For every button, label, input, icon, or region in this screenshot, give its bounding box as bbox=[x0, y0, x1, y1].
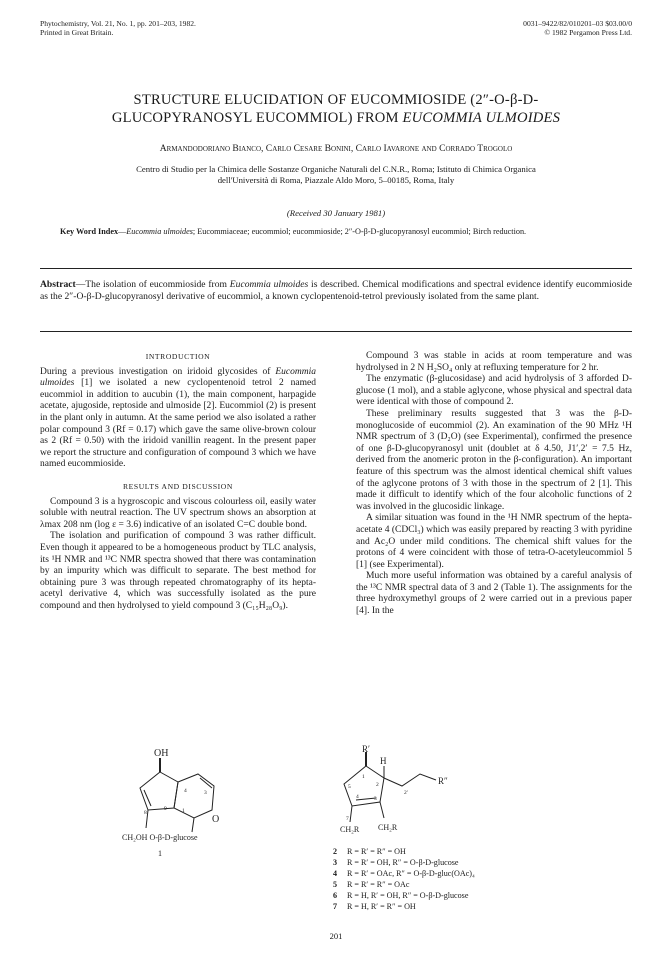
structure-1-label: 1 bbox=[158, 849, 162, 858]
results-paragraph-4: The enzymatic (β-glucosidase) and acid hydrolysis of 3 afforded D-glucose (1 mol), and a stable aglycone, whose physical and spectral data were identical with those of compound 2. bbox=[356, 374, 632, 408]
spacer bbox=[40, 471, 316, 481]
key-word-list: ; Eucommiaceae; eucommiol; eucommioside; 2″-O-β-D-glucopyranosyl eucommiol; Birch reduction. bbox=[192, 227, 527, 236]
copyright-header bbox=[523, 19, 632, 37]
side-chain bbox=[384, 774, 436, 786]
key-word-index bbox=[60, 227, 612, 238]
compound-number: 7 bbox=[333, 902, 338, 911]
r-prime-label: R′ bbox=[362, 744, 370, 754]
copyright: © 1982 Pergamon Press Ltd. bbox=[544, 28, 632, 37]
double-bond bbox=[144, 790, 151, 806]
right-column bbox=[356, 351, 632, 618]
ch2r-left: CH₂R bbox=[340, 825, 360, 834]
abstract bbox=[40, 279, 632, 303]
compound-substituents: R = R′ = R″ = OH bbox=[347, 847, 406, 856]
cyclopentene-ring bbox=[140, 772, 178, 810]
abstract-text-2: is described. Chemical modifications and spectral evidence identify eucommioside as the 2″-O-β-D-glucopyranosyl derivative of eucommiol, a known cyclopentenoid-tetrol previously isolated from the same plant. bbox=[40, 279, 632, 303]
atom-3: 3 bbox=[204, 790, 207, 796]
compound-number: 4 bbox=[333, 869, 338, 878]
ch2r-right: CH₂R bbox=[378, 823, 398, 832]
compound-substituents: R = H, R′ = R″ = OH bbox=[347, 902, 416, 911]
compound-row bbox=[333, 868, 475, 879]
atom-3-s2: 3 bbox=[374, 796, 377, 802]
abstract-species: Eucommia ulmoides bbox=[229, 279, 309, 290]
atom-2prime-s2: 2′ bbox=[404, 790, 408, 796]
affiliation bbox=[66, 164, 606, 186]
compound-number: 6 bbox=[333, 891, 338, 900]
affiliation-line-2: dell'Università di Roma, Piazzale Aldo Moro, 5–00185, Roma, Italy bbox=[217, 175, 455, 185]
r-double-prime-label: R″ bbox=[438, 776, 448, 786]
compound-substituents: R = R′ = R″ = OAc bbox=[347, 880, 410, 889]
compound-number: 2 bbox=[333, 847, 338, 856]
ch2r-right-bond bbox=[380, 802, 384, 818]
compound-row bbox=[333, 857, 475, 868]
intro-text-b: [1] we isolated a new cyclopentenoid tetrol 2 named eucommiol in addition to aucubin (1), the main component, harpagide acetate, ajugoside, reptoside and ulmoside [2]. Eucommiol (2) is present in the plant only in autumn. At the same period we also isolated a rather polar compound 3 (Rf = 0.17) which gave the same olive-brown colour as 2 (Rf = 0.50) with the iridoid vanillin reagent. In the present paper we report the structure and configuration of compound 3 which we have named eucommioside. bbox=[40, 378, 316, 470]
atom-5-s2: 5 bbox=[348, 784, 351, 790]
results-paragraph-5: These preliminary results suggested that 3 was the β-D-monoglucoside of eucommiol (2). An examination of the 90 MHz ¹H NMR spectrum of 3 (D₂O) (see Experimental), confirmed the presence of one β-D-glucopyranosyl unit (doublet at δ 4.50, J1′,2′ = 7.5 Hz, derived from the anomeric proton in the β-configuration). An important feature of this spectrum was the almost identical chemical shift values of the aglycone protons of 3 with those in the spectrum of 2 [1]. This made it difficult to identify which of the four alcoholic functions of 2 was involved in the glucosidic linkage. bbox=[356, 408, 632, 512]
compound-substituents: R = H, R′ = OH, R″ = O-β-D-glucose bbox=[347, 891, 469, 900]
results-heading: RESULTS AND DISCUSSION bbox=[123, 481, 233, 491]
left-column bbox=[40, 351, 316, 612]
printed-in: Printed in Great Britain. bbox=[40, 28, 114, 37]
paper-title bbox=[36, 91, 636, 127]
received-date: (Received 30 January 1981) bbox=[286, 208, 386, 218]
double-bond-2 bbox=[356, 798, 376, 800]
results-paragraph-1: Compound 3 is a hygroscopic and viscous colourless oil, easily water soluble with neutral reaction. The UV spectrum shows an absorption at λmax 208 nm (log ε = 3.6) indicative of an isolated C=C double bond. bbox=[40, 496, 316, 530]
results-paragraph-2: The isolation and purification of compound 3 was rather difficult. Even though it appeared to be a homogeneous product by TLC analysis, its ¹H NMR and ¹³C NMR spectra showed that there was contamination by an impurity which was difficult to separate. The best method for obtaining pure 3 was through repeated chromatography of its hepta-acetyl derivative 4, which was successfully isolated as the pure compound and then hydrolysed to yield compound 3 (C₁₅H₂₈O₉). bbox=[40, 531, 316, 611]
key-word-label: Key Word Index bbox=[60, 227, 119, 236]
title-line-2 bbox=[36, 109, 636, 127]
compound-row bbox=[333, 846, 475, 857]
title-line-1: STRUCTURE ELUCIDATION OF EUCOMMIOSIDE (2″-O-β-D- bbox=[133, 92, 539, 108]
results-paragraph-6: A similar situation was found in the ¹H NMR spectrum of the hepta-acetate 4 (CDCl₃) which was easily prepared by reacting 3 with pyridine and Ac₂O under mild conditions. The chemical shift values for the protons of 4 were coincident with those of tetra-O-acetyleucommiol 5 [1] (see Experimental). bbox=[356, 513, 632, 570]
journal-citation: Phytochemistry, Vol. 21, No. 1, pp. 201–203, 1982. bbox=[40, 19, 196, 28]
introduction-heading: INTRODUCTION bbox=[145, 352, 211, 361]
introduction-paragraph bbox=[40, 367, 316, 471]
compound-list bbox=[333, 846, 475, 912]
title-line-2-plain: GLUCOPYRANOSYL EUCOMMIOL) FROM bbox=[111, 110, 403, 126]
affiliation-line-1: Centro di Studio per la Chimica delle Sostanze Organiche Naturali del C.N.R., Roma; Istituto di Chimica Organica bbox=[136, 164, 536, 174]
pyran-ring bbox=[174, 774, 214, 818]
ch2r-left-bond bbox=[350, 806, 352, 822]
page-number: 201 bbox=[329, 931, 343, 941]
key-word-species: Eucommia ulmoides bbox=[126, 227, 193, 236]
authors: Armandodoriano Bianco, Carlo Cesare Bonini, Carlo Iavarone and Corrado Trogolo bbox=[159, 143, 513, 154]
results-paragraph-7: Much more useful information was obtained by a careful analysis of the ¹³C NMR spectral data of 3 and 2 (Table 1). The assignments for the three hydroxymethyl groups of 2 were carried out in a previous paper [4]. In the bbox=[356, 571, 632, 617]
intro-text-a: During a previous investigation on iridoid glycosides of bbox=[40, 366, 276, 377]
results-paragraph-3: Compound 3 was stable in acids at room temperature and was hydrolysed in 2 N H₂SO₄ only at refluxing temperature for 2 hr. bbox=[356, 351, 632, 373]
atom-2-s2: 2 bbox=[376, 782, 379, 788]
atom-8: 8 bbox=[144, 810, 147, 816]
intro-species: Eucommia ulmoides bbox=[40, 366, 316, 389]
structure-1-diagram bbox=[100, 748, 280, 858]
oh-label: OH bbox=[154, 748, 169, 759]
article-code: 0031–9422/82/010201–03 $03.00/0 bbox=[523, 19, 632, 28]
compound-substituents: R = R′ = OAc, R″ = O-β-D-gluc(OAc)₄ bbox=[347, 869, 475, 878]
compound-row bbox=[333, 901, 475, 912]
key-word-dash: — bbox=[118, 227, 127, 236]
atom-4-s2: 4 bbox=[356, 794, 359, 800]
atom-4: 4 bbox=[184, 788, 187, 794]
ring-oxygen: O bbox=[212, 814, 220, 825]
compound-row bbox=[333, 879, 475, 890]
atom-1-s2: 1 bbox=[362, 774, 365, 780]
compound-row bbox=[333, 890, 475, 901]
h-label: H bbox=[380, 756, 387, 766]
atom-7-s2: 7 bbox=[346, 816, 349, 822]
abstract-text-1: The isolation of eucommioside from bbox=[85, 279, 230, 290]
atom-1: 1 bbox=[182, 808, 185, 814]
bottom-divider bbox=[40, 331, 632, 332]
compound-number: 3 bbox=[333, 858, 338, 867]
compound-substituents: R = R′ = OH, R″ = O-β-D-glucose bbox=[347, 858, 459, 867]
top-divider bbox=[40, 268, 632, 269]
abstract-label: Abstract bbox=[40, 279, 76, 290]
compound-number: 5 bbox=[333, 880, 338, 889]
journal-header bbox=[40, 19, 196, 37]
title-species: EUCOMMIA ULMOIDES bbox=[402, 110, 561, 126]
atom-9: 9 bbox=[164, 806, 167, 812]
abstract-dash: — bbox=[75, 279, 86, 290]
structure-1-substituents: CH₂OH O-β-D-glucose bbox=[122, 833, 198, 842]
structure-2-diagram bbox=[322, 744, 502, 844]
glucose-bond bbox=[192, 818, 194, 832]
